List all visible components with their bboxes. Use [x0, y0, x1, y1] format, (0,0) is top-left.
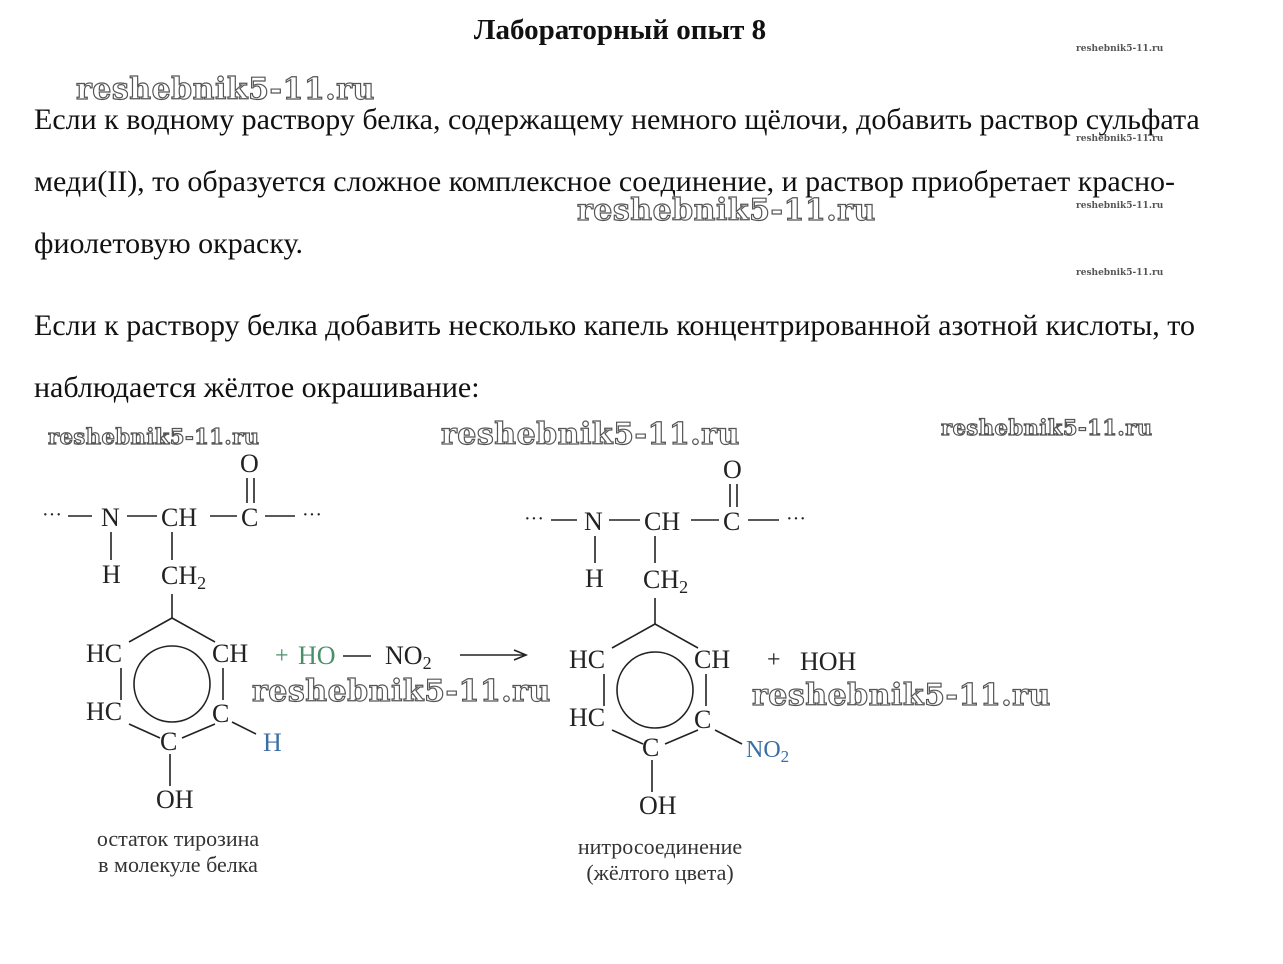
caption-nitro-compound: нитросоединение (жёлтого цвета)	[577, 834, 743, 885]
plus-sign-reagent: +	[275, 643, 289, 669]
group-ch2: CH2	[643, 565, 689, 597]
atom-c-carbonyl: C	[241, 503, 259, 532]
atom-h-amide: H	[585, 564, 604, 593]
watermark-large: reshebnik5-11.ru	[752, 678, 1051, 713]
watermark-medium: reshebnik5-11.ru	[48, 424, 260, 449]
watermark-large: reshebnik5-11.ru	[252, 674, 551, 709]
group-oh: OH	[156, 785, 194, 814]
byproduct-hoh: HOH	[800, 647, 857, 676]
chain-dots-right: ···	[786, 508, 806, 530]
reagent-ho: HO	[298, 641, 336, 670]
atom-n: N	[584, 507, 603, 536]
watermark-large: reshebnik5-11.ru	[441, 417, 740, 452]
group-ch: CH	[161, 503, 198, 532]
chain-dots-left: ···	[524, 508, 544, 530]
atom-c-right: C	[212, 699, 230, 728]
atom-c-bottom: C	[642, 733, 660, 762]
paragraph-xanthoprotein: Если к раствору белка добавить несколько капель концентрированной азотной кислоты, то наблюдается жёлтое окрашивание:	[34, 309, 1195, 404]
group-hc-bottom: HC	[569, 703, 606, 732]
caption-tyrosine: остаток тирозина в молекуле белка	[96, 826, 260, 877]
paragraph-biuret: Если к водному раствору белка, содержащему немного щёлочи, добавить раствор сульфата меди(II), то образуется сложное комплексное соединение, и раствор приобретает красно-фиолетовую окраску.	[34, 103, 1200, 260]
watermark-medium: reshebnik5-11.ru	[941, 415, 1153, 440]
atom-c-bottom: C	[160, 727, 178, 756]
atom-c-carbonyl: C	[723, 507, 741, 536]
atom-c-right: C	[694, 705, 712, 734]
watermark-small: reshebnik5-11.ru	[1076, 268, 1164, 278]
chain-dots-right: ···	[302, 504, 322, 526]
watermark-small: reshebnik5-11.ru	[1076, 201, 1164, 211]
atom-o: O	[723, 455, 742, 484]
atom-h-substituted: H	[263, 728, 282, 757]
group-hc-bottom: HC	[86, 697, 123, 726]
atom-o: O	[240, 449, 259, 478]
group-no2-substituted: $NO_2$	[746, 737, 790, 766]
atom-h-amide: H	[102, 560, 121, 589]
watermark-large: reshebnik5-11.ru	[76, 72, 375, 107]
group-ch-top: CH	[212, 639, 249, 668]
group-ch-top: CH	[694, 645, 731, 674]
reagent-no2: NO2	[385, 641, 432, 673]
watermark-large: reshebnik5-11.ru	[577, 193, 876, 228]
group-ch: CH	[644, 507, 681, 536]
group-ch2: CH2	[161, 561, 207, 593]
group-hc-top: HC	[569, 645, 606, 674]
group-oh: OH	[639, 791, 677, 820]
plus-sign-byproduct: +	[767, 647, 781, 673]
watermark-small: reshebnik5-11.ru	[1076, 44, 1164, 54]
page-title: Лабораторный опыт 8	[473, 14, 767, 46]
chain-dots-left: ···	[42, 504, 62, 526]
group-hc-top: HC	[86, 639, 123, 668]
watermark-small: reshebnik5-11.ru	[1076, 134, 1164, 144]
atom-n: N	[101, 503, 120, 532]
